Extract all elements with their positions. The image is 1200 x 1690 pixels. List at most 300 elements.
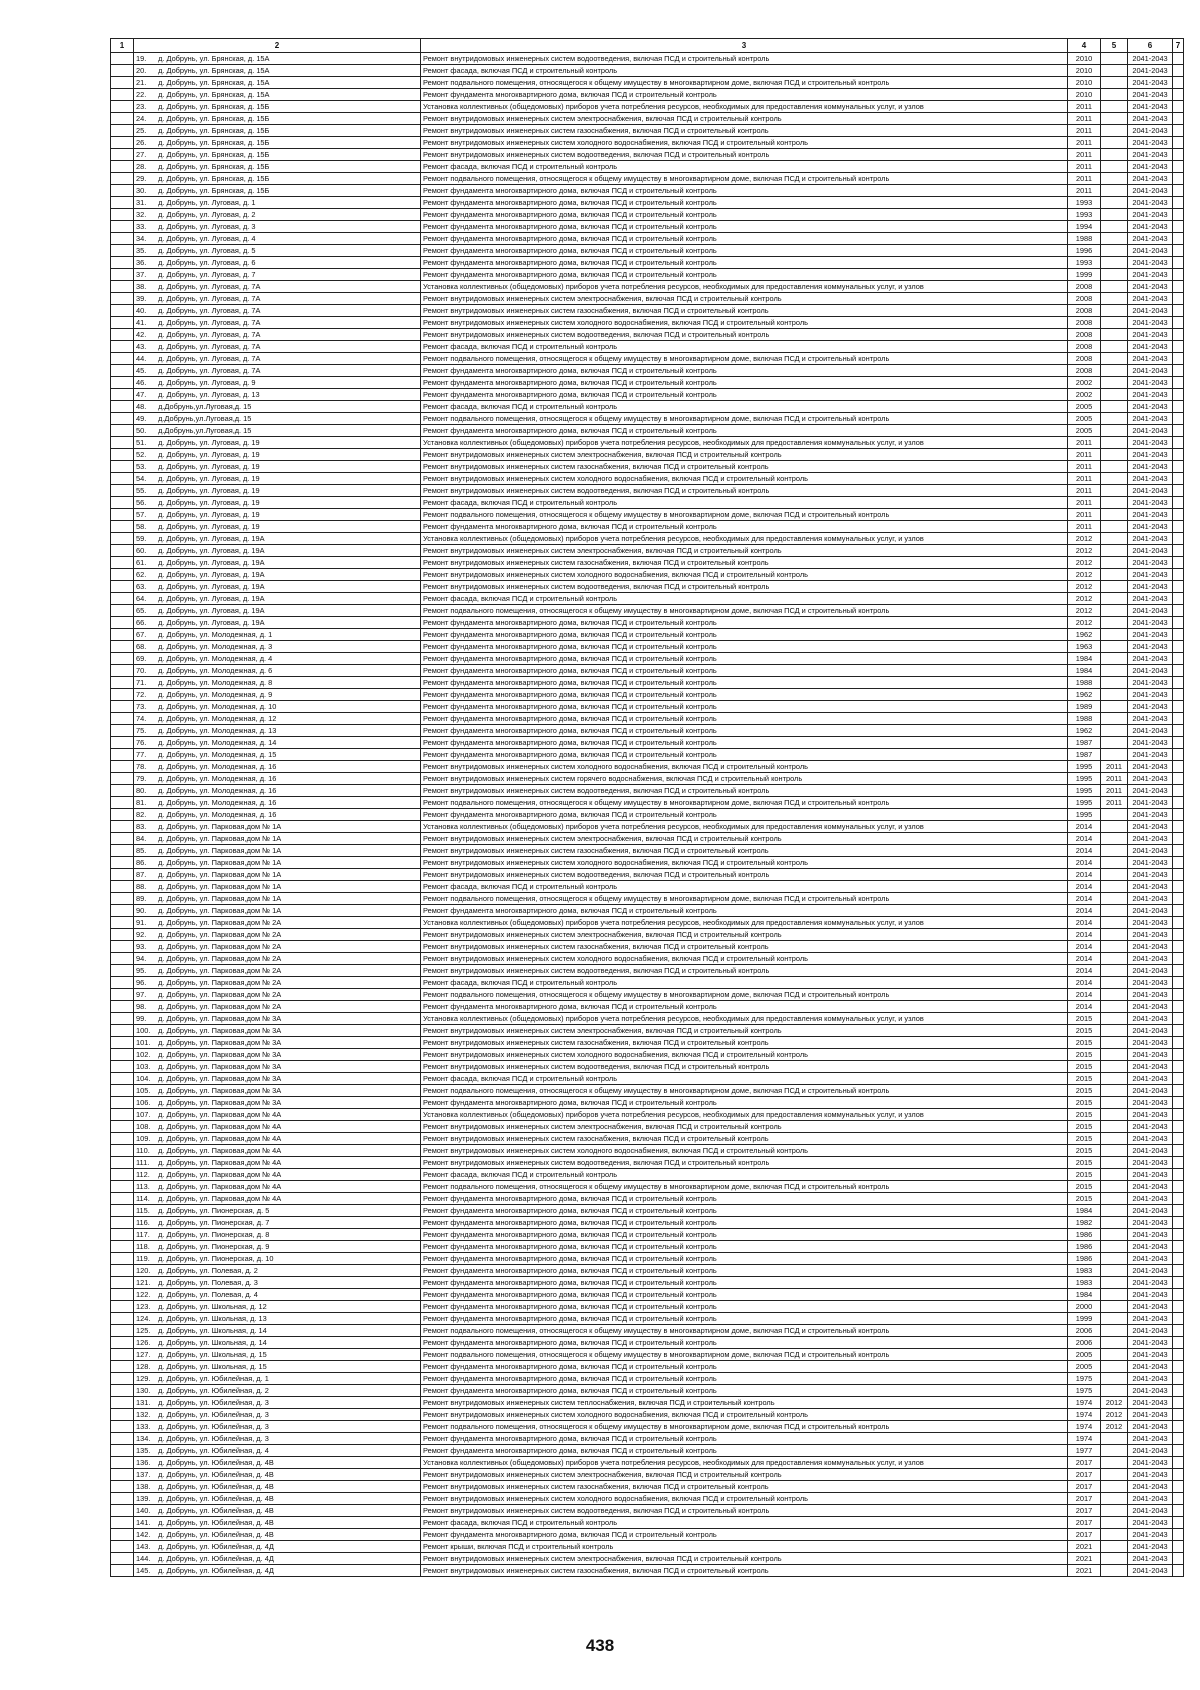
row-address (134, 905, 421, 917)
row-planned-period: 2041-2043 (1128, 149, 1173, 161)
row-last-repair-year (1101, 1145, 1128, 1157)
row-empty-cell (111, 353, 134, 365)
row-empty-cell (111, 1469, 134, 1481)
row-address-text: д. Добрунь, ул. Молодежная, д. 4 (158, 654, 273, 663)
row-last-repair-year (1101, 1001, 1128, 1013)
table-row (111, 1085, 1184, 1097)
row-address (134, 1109, 421, 1121)
table-row (111, 917, 1184, 929)
row-planned-period: 2041-2043 (1128, 1061, 1173, 1073)
row-last-repair-year (1101, 1481, 1128, 1493)
row-empty-cell (1173, 845, 1184, 857)
row-number: 41. (136, 318, 147, 327)
row-empty-cell (1173, 1469, 1184, 1481)
row-empty-cell (1173, 473, 1184, 485)
row-address (134, 917, 421, 929)
row-last-repair-year (1101, 665, 1128, 677)
row-address (134, 1241, 421, 1253)
row-empty-cell (111, 749, 134, 761)
row-empty-cell (111, 65, 134, 77)
row-address-text: д. Добрунь, ул. Молодежная, д. 14 (158, 738, 277, 747)
row-work-type: Ремонт фундамента многоквартирного дома, включая ПСД и строительный контроль (421, 233, 1068, 245)
row-empty-cell (1173, 53, 1184, 65)
row-address-text: д. Добрунь, ул. Луговая, д. 19А (158, 582, 265, 591)
table-row (111, 1433, 1184, 1445)
row-planned-period: 2041-2043 (1128, 869, 1173, 881)
table-row (111, 413, 1184, 425)
row-planned-period: 2041-2043 (1128, 521, 1173, 533)
row-number: 50. (136, 426, 147, 435)
row-address (134, 401, 421, 413)
table-row (111, 941, 1184, 953)
row-planned-period: 2041-2043 (1128, 1049, 1173, 1061)
row-number: 71. (136, 678, 147, 687)
row-work-type: Ремонт внутридомовых инженерных систем электроснабжения, включая ПСД и строительный контроль (421, 1469, 1068, 1481)
row-last-repair-year (1101, 1337, 1128, 1349)
row-address (134, 761, 421, 773)
row-work-type: Ремонт фасада, включая ПСД и строительный контроль (421, 401, 1068, 413)
row-empty-cell (1173, 365, 1184, 377)
row-address-text: д. Добрунь, ул. Брянская, д. 15А (158, 78, 270, 87)
row-address (134, 1445, 421, 1457)
row-planned-period: 2041-2043 (1128, 161, 1173, 173)
row-address (134, 785, 421, 797)
row-number: 59. (136, 534, 147, 543)
row-address (134, 1421, 421, 1433)
table-row (111, 605, 1184, 617)
row-empty-cell (1173, 725, 1184, 737)
table-row (111, 737, 1184, 749)
table-row (111, 317, 1184, 329)
row-empty-cell (111, 1001, 134, 1013)
row-build-year: 1987 (1068, 749, 1101, 761)
row-address-text: д. Добрунь, ул. Парковая,дом № 1А (158, 894, 282, 903)
row-empty-cell (1173, 665, 1184, 677)
row-empty-cell (1173, 305, 1184, 317)
row-work-type: Ремонт фасада, включая ПСД и строительный контроль (421, 497, 1068, 509)
row-work-type: Ремонт внутридомовых инженерных систем горячего водоснабжения, включая ПСД и строительный контроль (421, 773, 1068, 785)
row-build-year: 2015 (1068, 1049, 1101, 1061)
row-address-text: д. Добрунь, ул. Брянская, д. 15А (158, 66, 270, 75)
row-planned-period: 2041-2043 (1128, 821, 1173, 833)
row-address-text: д. Добрунь, ул. Молодежная, д. 16 (158, 810, 277, 819)
row-number: 87. (136, 870, 147, 879)
row-address-text: д. Добрунь, ул. Парковая,дом № 1А (158, 870, 282, 879)
row-build-year: 2011 (1068, 113, 1101, 125)
row-last-repair-year (1101, 1469, 1128, 1481)
row-work-type: Ремонт внутридомовых инженерных систем водоотведения, включая ПСД и строительный контроль (421, 149, 1068, 161)
row-last-repair-year (1101, 1229, 1128, 1241)
row-build-year: 2014 (1068, 917, 1101, 929)
row-number: 67. (136, 630, 147, 639)
row-planned-period: 2041-2043 (1128, 173, 1173, 185)
row-last-repair-year (1101, 1097, 1128, 1109)
row-build-year: 2014 (1068, 1001, 1101, 1013)
table-row (111, 1133, 1184, 1145)
row-planned-period: 2041-2043 (1128, 1553, 1173, 1565)
row-work-type: Ремонт внутридомовых инженерных систем холодного водоснабжения, включая ПСД и строительный контроль (421, 137, 1068, 149)
table-row (111, 953, 1184, 965)
row-address-text: д. Добрунь, ул. Парковая,дом № 2А (158, 990, 282, 999)
row-address (134, 473, 421, 485)
row-address (134, 641, 421, 653)
row-address-text: д. Добрунь, ул. Школьная, д. 14 (158, 1338, 267, 1347)
row-address (134, 77, 421, 89)
row-address-text: д. Добрунь, ул. Парковая,дом № 3А (158, 1062, 282, 1071)
row-last-repair-year (1101, 257, 1128, 269)
row-address (134, 737, 421, 749)
table-row (111, 701, 1184, 713)
row-planned-period: 2041-2043 (1128, 725, 1173, 737)
row-planned-period: 2041-2043 (1128, 893, 1173, 905)
table-row (111, 1385, 1184, 1397)
column-number-header-row (111, 39, 1184, 53)
row-empty-cell (111, 1193, 134, 1205)
row-address (134, 1253, 421, 1265)
row-empty-cell (1173, 1253, 1184, 1265)
row-build-year: 2014 (1068, 845, 1101, 857)
row-address (134, 1013, 421, 1025)
row-build-year: 2015 (1068, 1037, 1101, 1049)
row-last-repair-year (1101, 341, 1128, 353)
row-build-year: 2012 (1068, 569, 1101, 581)
row-last-repair-year (1101, 629, 1128, 641)
row-last-repair-year (1101, 1553, 1128, 1565)
row-address (134, 281, 421, 293)
row-number: 76. (136, 738, 147, 747)
row-empty-cell (111, 893, 134, 905)
row-address (134, 1565, 421, 1577)
row-build-year: 2012 (1068, 581, 1101, 593)
row-address-text: д. Добрунь, ул. Парковая,дом № 2А (158, 930, 282, 939)
row-number: 122. (136, 1290, 151, 1299)
row-empty-cell (1173, 821, 1184, 833)
row-empty-cell (1173, 413, 1184, 425)
table-row (111, 641, 1184, 653)
row-empty-cell (1173, 1241, 1184, 1253)
row-planned-period: 2041-2043 (1128, 1469, 1173, 1481)
row-work-type: Ремонт внутридомовых инженерных систем газоснабжения, включая ПСД и строительный контроль (421, 1481, 1068, 1493)
row-planned-period: 2041-2043 (1128, 1385, 1173, 1397)
row-work-type: Ремонт фундамента многоквартирного дома, включая ПСД и строительный контроль (421, 185, 1068, 197)
table-row (111, 653, 1184, 665)
table-row (111, 1001, 1184, 1013)
row-number: 32. (136, 210, 147, 219)
row-empty-cell (1173, 509, 1184, 521)
row-address (134, 137, 421, 149)
row-last-repair-year (1101, 737, 1128, 749)
header-col-7: 7 (1173, 39, 1184, 53)
row-planned-period: 2041-2043 (1128, 1397, 1173, 1409)
row-number: 20. (136, 66, 147, 75)
row-number: 126. (136, 1338, 151, 1347)
row-empty-cell (1173, 773, 1184, 785)
row-number: 134. (136, 1434, 151, 1443)
row-address (134, 1205, 421, 1217)
table-row (111, 185, 1184, 197)
row-planned-period: 2041-2043 (1128, 329, 1173, 341)
row-empty-cell (111, 869, 134, 881)
row-build-year: 2011 (1068, 461, 1101, 473)
row-planned-period: 2041-2043 (1128, 929, 1173, 941)
row-address-text: д. Добрунь, ул. Брянская, д. 15Б (158, 102, 270, 111)
row-work-type: Ремонт внутридомовых инженерных систем холодного водоснабжения, включая ПСД и строительный контроль (421, 953, 1068, 965)
row-address (134, 509, 421, 521)
scanned-table-page (110, 38, 1181, 1577)
row-planned-period: 2041-2043 (1128, 185, 1173, 197)
row-planned-period: 2041-2043 (1128, 1013, 1173, 1025)
row-address (134, 209, 421, 221)
row-empty-cell (1173, 269, 1184, 281)
row-build-year: 1974 (1068, 1421, 1101, 1433)
row-number: 127. (136, 1350, 151, 1359)
row-empty-cell (1173, 257, 1184, 269)
row-empty-cell (111, 137, 134, 149)
row-build-year: 1987 (1068, 737, 1101, 749)
row-last-repair-year (1101, 401, 1128, 413)
row-number: 138. (136, 1482, 151, 1491)
row-last-repair-year (1101, 173, 1128, 185)
row-number: 137. (136, 1470, 151, 1479)
row-planned-period: 2041-2043 (1128, 425, 1173, 437)
row-number: 57. (136, 510, 147, 519)
table-row (111, 1373, 1184, 1385)
row-empty-cell (1173, 497, 1184, 509)
row-address (134, 749, 421, 761)
row-planned-period: 2041-2043 (1128, 1073, 1173, 1085)
row-empty-cell (1173, 629, 1184, 641)
row-empty-cell (1173, 1481, 1184, 1493)
table-row (111, 1217, 1184, 1229)
row-empty-cell (111, 1337, 134, 1349)
row-address (134, 1337, 421, 1349)
row-empty-cell (111, 1109, 134, 1121)
row-last-repair-year (1101, 917, 1128, 929)
row-last-repair-year (1101, 1361, 1128, 1373)
row-address (134, 1385, 421, 1397)
row-planned-period: 2041-2043 (1128, 581, 1173, 593)
row-empty-cell (1173, 341, 1184, 353)
row-last-repair-year (1101, 353, 1128, 365)
row-build-year: 1962 (1068, 689, 1101, 701)
row-address (134, 857, 421, 869)
table-row (111, 581, 1184, 593)
row-empty-cell (1173, 221, 1184, 233)
row-address-text: д. Добрунь, ул. Луговая, д. 1 (158, 198, 256, 207)
table-row (111, 1361, 1184, 1373)
table-body (111, 53, 1184, 1577)
row-last-repair-year (1101, 701, 1128, 713)
row-planned-period: 2041-2043 (1128, 701, 1173, 713)
row-empty-cell (111, 881, 134, 893)
row-empty-cell (111, 1217, 134, 1229)
row-address (134, 485, 421, 497)
row-planned-period: 2041-2043 (1128, 305, 1173, 317)
table-row (111, 1025, 1184, 1037)
row-last-repair-year (1101, 89, 1128, 101)
row-last-repair-year (1101, 425, 1128, 437)
row-empty-cell (111, 389, 134, 401)
row-last-repair-year (1101, 497, 1128, 509)
row-address-text: д. Добрунь, ул. Луговая, д. 7 (158, 270, 256, 279)
row-address-text: д. Добрунь, ул. Юбилейная, д. 4Д (158, 1542, 274, 1551)
table-row (111, 893, 1184, 905)
row-planned-period: 2041-2043 (1128, 665, 1173, 677)
row-number: 91. (136, 918, 147, 927)
row-planned-period: 2041-2043 (1128, 1289, 1173, 1301)
row-work-type: Установка коллективных (общедомовых) приборов учета потребления ресурсов, необходимых для предоставления коммунальных услуг, и узлов (421, 1109, 1068, 1121)
row-number: 64. (136, 594, 147, 603)
row-work-type: Ремонт внутридомовых инженерных систем водоотведения, включая ПСД и строительный контроль (421, 1157, 1068, 1169)
row-empty-cell (111, 365, 134, 377)
row-empty-cell (111, 449, 134, 461)
row-empty-cell (1173, 1037, 1184, 1049)
row-address-text: д. Добрунь, ул. Брянская, д. 15Б (158, 162, 270, 171)
row-build-year: 2012 (1068, 533, 1101, 545)
row-planned-period: 2041-2043 (1128, 317, 1173, 329)
row-number: 108. (136, 1122, 151, 1131)
row-address-text: д. Добрунь, ул. Луговая, д. 7А (158, 294, 261, 303)
row-work-type: Ремонт внутридомовых инженерных систем электроснабжения, включая ПСД и строительный контроль (421, 833, 1068, 845)
row-last-repair-year (1101, 389, 1128, 401)
row-empty-cell (1173, 905, 1184, 917)
row-work-type: Ремонт фундамента многоквартирного дома, включая ПСД и строительный контроль (421, 1205, 1068, 1217)
row-empty-cell (111, 941, 134, 953)
row-work-type: Ремонт фасада, включая ПСД и строительный контроль (421, 593, 1068, 605)
table-row (111, 1325, 1184, 1337)
row-empty-cell (1173, 137, 1184, 149)
row-planned-period: 2041-2043 (1128, 593, 1173, 605)
row-address-text: д. Добрунь, ул. Парковая,дом № 1А (158, 858, 282, 867)
row-last-repair-year (1101, 65, 1128, 77)
row-last-repair-year (1101, 377, 1128, 389)
row-empty-cell (1173, 1001, 1184, 1013)
row-work-type: Ремонт фундамента многоквартирного дома, включая ПСД и строительный контроль (421, 1001, 1068, 1013)
row-planned-period: 2041-2043 (1128, 689, 1173, 701)
row-address-text: д. Добрунь, ул. Брянская, д. 15Б (158, 126, 270, 135)
table-row (111, 1553, 1184, 1565)
row-address (134, 1217, 421, 1229)
row-last-repair-year (1101, 1217, 1128, 1229)
row-empty-cell (111, 1481, 134, 1493)
row-work-type: Ремонт подвального помещения, относящегося к общему имуществу в многоквартирном доме, включая ПСД и строительный контроль (421, 173, 1068, 185)
row-work-type: Ремонт фундамента многоквартирного дома, включая ПСД и строительный контроль (421, 221, 1068, 233)
row-address-text: д. Добрунь, ул. Парковая,дом № 3А (158, 1086, 282, 1095)
row-last-repair-year (1101, 821, 1128, 833)
row-empty-cell (1173, 605, 1184, 617)
row-last-repair-year: 2011 (1101, 797, 1128, 809)
row-number: 105. (136, 1086, 151, 1095)
table-row (111, 1205, 1184, 1217)
row-build-year: 1982 (1068, 1217, 1101, 1229)
row-work-type: Ремонт внутридомовых инженерных систем холодного водоснабжения, включая ПСД и строительный контроль (421, 1409, 1068, 1421)
table-row (111, 1517, 1184, 1529)
row-last-repair-year (1101, 1193, 1128, 1205)
row-planned-period: 2041-2043 (1128, 1181, 1173, 1193)
row-address-text: д. Добрунь, ул. Молодежная, д. 10 (158, 702, 277, 711)
table-row (111, 449, 1184, 461)
table-row (111, 149, 1184, 161)
row-empty-cell (111, 1097, 134, 1109)
row-address-text: д. Добрунь, ул. Луговая, д. 5 (158, 246, 256, 255)
table-row (111, 761, 1184, 773)
row-work-type: Ремонт фасада, включая ПСД и строительный контроль (421, 1517, 1068, 1529)
row-empty-cell (111, 245, 134, 257)
row-last-repair-year (1101, 449, 1128, 461)
row-planned-period: 2041-2043 (1128, 1025, 1173, 1037)
row-number: 72. (136, 690, 147, 699)
row-last-repair-year (1101, 677, 1128, 689)
row-planned-period: 2041-2043 (1128, 209, 1173, 221)
row-planned-period: 2041-2043 (1128, 629, 1173, 641)
row-address-text: д. Добрунь, ул. Парковая,дом № 4А (158, 1122, 282, 1131)
row-empty-cell (1173, 1109, 1184, 1121)
row-empty-cell (111, 1529, 134, 1541)
row-last-repair-year (1101, 905, 1128, 917)
row-planned-period: 2041-2043 (1128, 809, 1173, 821)
row-empty-cell (1173, 317, 1184, 329)
table-row (111, 965, 1184, 977)
row-address (134, 521, 421, 533)
row-empty-cell (1173, 977, 1184, 989)
row-build-year: 2011 (1068, 521, 1101, 533)
row-work-type: Ремонт фундамента многоквартирного дома, включая ПСД и строительный контроль (421, 365, 1068, 377)
row-address (134, 1229, 421, 1241)
row-empty-cell (1173, 881, 1184, 893)
row-last-repair-year (1101, 1517, 1128, 1529)
table-row (111, 989, 1184, 1001)
row-address-text: д. Добрунь, ул. Луговая, д. 9 (158, 378, 256, 387)
row-address-text: д. Добрунь, ул. Парковая,дом № 3А (158, 1074, 282, 1083)
row-empty-cell (1173, 113, 1184, 125)
row-number: 34. (136, 234, 147, 243)
row-address-text: д. Добрунь, ул. Парковая,дом № 1А (158, 834, 282, 843)
row-build-year: 2011 (1068, 161, 1101, 173)
row-empty-cell (111, 1121, 134, 1133)
row-empty-cell (1173, 653, 1184, 665)
row-number: 110. (136, 1146, 150, 1155)
row-planned-period: 2041-2043 (1128, 197, 1173, 209)
table-row (111, 797, 1184, 809)
row-empty-cell (111, 677, 134, 689)
row-last-repair-year: 2012 (1101, 1421, 1128, 1433)
row-number: 40. (136, 306, 147, 315)
row-address (134, 557, 421, 569)
table-row (111, 197, 1184, 209)
row-address-text: д. Добрунь, ул. Пионерская, д. 5 (158, 1206, 270, 1215)
row-number: 62. (136, 570, 147, 579)
row-empty-cell (1173, 1181, 1184, 1193)
row-build-year: 2011 (1068, 509, 1101, 521)
row-empty-cell (111, 1517, 134, 1529)
row-address-text: д. Добрунь, ул. Парковая,дом № 3А (158, 1026, 282, 1035)
row-empty-cell (111, 629, 134, 641)
row-empty-cell (111, 413, 134, 425)
row-address (134, 569, 421, 581)
row-work-type: Ремонт внутридомовых инженерных систем электроснабжения, включая ПСД и строительный контроль (421, 1025, 1068, 1037)
row-empty-cell (1173, 1205, 1184, 1217)
row-build-year: 2014 (1068, 821, 1101, 833)
row-address-text: д. Добрунь, ул. Молодежная, д. 16 (158, 762, 277, 771)
row-last-repair-year (1101, 1277, 1128, 1289)
row-last-repair-year (1101, 1313, 1128, 1325)
row-planned-period: 2041-2043 (1128, 1565, 1173, 1577)
row-address (134, 1193, 421, 1205)
table-row (111, 857, 1184, 869)
row-address (134, 977, 421, 989)
row-build-year: 2021 (1068, 1541, 1101, 1553)
row-planned-period: 2041-2043 (1128, 941, 1173, 953)
